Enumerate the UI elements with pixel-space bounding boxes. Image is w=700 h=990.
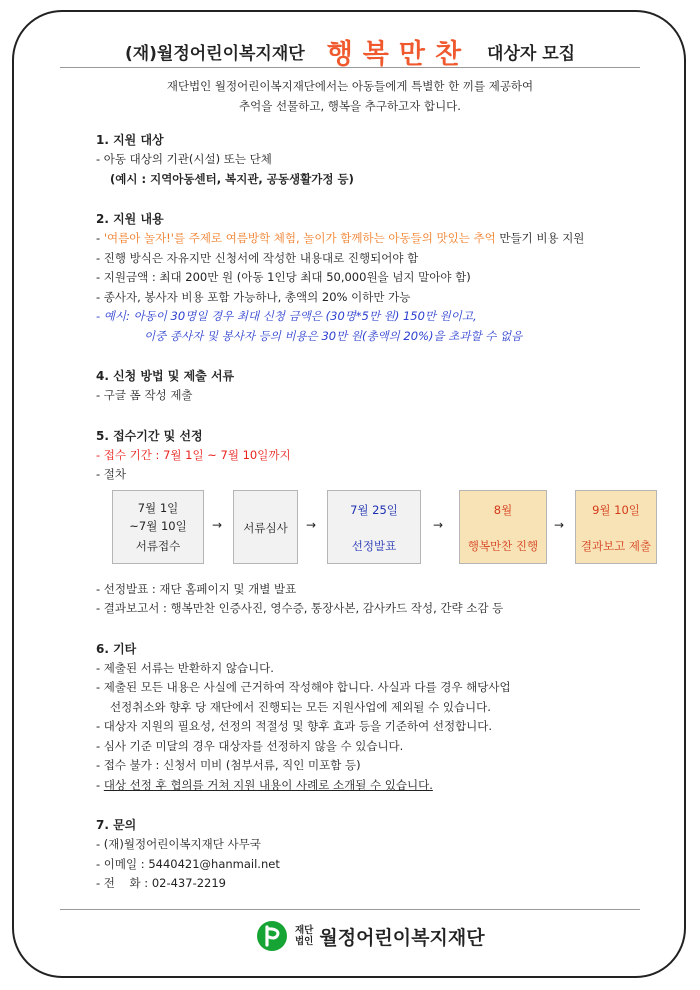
arrow-icon: → <box>554 517 565 532</box>
etc-line: - 대상자 지원의 필요성, 선정의 적절성 및 향후 효과 등을 기준하여 선정합니다. <box>96 719 493 733</box>
application-period: - 접수 기간 : 7월 1일 ~ 7월 10일까지 <box>96 447 291 462</box>
etc-line: - 접수 불가 : 신청서 미비 (첨부서류, 직인 미포함 등) <box>96 758 361 772</box>
report-line: - 결과보고서 : 행복만찬 인증사진, 영수증, 통장사본, 감사카드 작성, 간략 소감 등 <box>96 601 504 615</box>
step-label: 행복만찬 진행 <box>467 538 539 553</box>
step-box-report <box>575 490 657 564</box>
section-title-target: 1. 지원 대상 <box>96 133 164 147</box>
title-prefix: (재)월정어린이복지재단 <box>124 44 305 64</box>
contact-phone: - 전 화 : 02-437-2219 <box>96 876 226 890</box>
page-title <box>0 32 700 71</box>
step-box-event <box>459 490 547 564</box>
main-content <box>96 130 652 894</box>
intro-line: 재단법인 월정어린이복지재단에서는 아동들에게 특별한 한 끼를 제공하여 <box>166 79 534 93</box>
title-highlight: 행복만찬 <box>326 39 472 70</box>
target-line: - 아동 대상의 기관(시설) 또는 단체 <box>96 152 272 166</box>
theme-highlight: '여름아 놀자!'를 주제로 여름방학 체험, 놀이가 함께하는 아동들의 맛있는 추억 <box>103 231 496 245</box>
example-note: - 예시: 아동이 30명일 경우 최대 신청 금액은 (30명*5만 원) 150만 원이고, <box>96 309 477 323</box>
step-box-announce <box>327 490 421 564</box>
procedure-label: - 절차 <box>96 467 127 481</box>
section-title-contact: 7. 문의 <box>96 818 137 832</box>
announce-line: - 선정발표 : 재단 홈페이지 및 개별 발표 <box>96 581 297 596</box>
step-label: 서류접수 <box>135 538 181 553</box>
step-date: 7월 25일 <box>350 502 398 517</box>
etc-line: - 제출된 서류는 반환하지 않습니다. <box>96 660 274 675</box>
contact-email: - 이메일 : 5440421@hanmail.net <box>96 856 280 871</box>
content-line-theme: - '여름아 놀자!'를 주제로 여름방학 체험, 놀이가 함께하는 아동들의 맛있는 추억 만들기 비용 지원 <box>96 231 585 245</box>
etc-line-underlined: - 대상 선정 후 협의를 거쳐 지원 내용이 사례로 소개될 수 있습니다. <box>96 777 433 792</box>
apply-line: - 구글 폼 작성 제출 <box>96 388 193 402</box>
step-box-application <box>112 490 204 564</box>
top-divider <box>60 67 640 68</box>
arrow-icon: → <box>433 517 444 532</box>
etc-line: - 심사 기준 미달의 경우 대상자를 선정하지 않을 수 있습니다. <box>96 738 404 753</box>
procedure-flow <box>112 490 657 568</box>
step-box-review <box>233 490 298 564</box>
step-label: 서류심사 <box>243 520 288 535</box>
step-date: 9월 10일 <box>592 502 640 517</box>
footer-logo <box>0 916 700 956</box>
step-label: 결과보고 제출 <box>580 538 652 553</box>
step-label: 선정발표 <box>351 538 397 553</box>
intro-line: 추억을 선물하고, 행복을 추구하고자 합니다. <box>239 99 461 113</box>
step-date: 8월 <box>493 502 513 517</box>
section-title-etc: 6. 기타 <box>96 641 137 656</box>
content-line: - 종사자, 봉사자 비용 포함 가능하나, 총액의 20% 이하만 가능 <box>96 289 411 304</box>
bottom-divider <box>60 909 640 910</box>
step-date: ~7월 10일 <box>129 518 187 533</box>
section-title-content: 2. 지원 내용 <box>96 212 164 226</box>
arrow-icon: → <box>212 517 223 532</box>
section-title-schedule: 5. 접수기간 및 선정 <box>96 428 203 443</box>
etc-line: - 제출된 모든 내용은 사실에 근거하여 작성해야 합니다. 사실과 다를 경우 해당사업 <box>96 680 511 694</box>
logo-small-text: 재단 법인 <box>295 925 314 947</box>
content-line: - 진행 방식은 자유지만 신청서에 작성한 내용대로 진행되어야 함 <box>96 250 419 265</box>
intro-text <box>0 76 700 116</box>
example-note: 이중 종사자 및 봉사자 등의 비용은 30만 원(총액의 20%)을 초과할 수 없음 <box>144 328 523 343</box>
foundation-logo-icon <box>256 920 288 952</box>
logo-name: 월정어린이복지재단 <box>319 926 485 949</box>
target-example: (예시 : 지역아동센터, 복지관, 공동생활가정 등) <box>110 171 354 186</box>
case-notice: 대상 선정 후 협의를 거쳐 지원 내용이 사례로 소개될 수 있습니다. <box>103 777 433 792</box>
content-line: - 지원금액 : 최대 200만 원 (아동 1인당 최대 50,000원을 넘지 말아야 함) <box>96 270 471 284</box>
title-suffix: 대상자 모집 <box>487 44 576 64</box>
arrow-icon: → <box>306 517 317 532</box>
step-date: 7월 1일 <box>137 500 179 515</box>
contact-org: - (재)월정어린이복지재단 사무국 <box>96 837 261 851</box>
section-title-apply: 4. 신청 방법 및 제출 서류 <box>96 369 235 383</box>
etc-line: 선정취소와 향후 당 재단에서 진행되는 모든 지원사업에 제외될 수 있습니다. <box>110 699 491 714</box>
